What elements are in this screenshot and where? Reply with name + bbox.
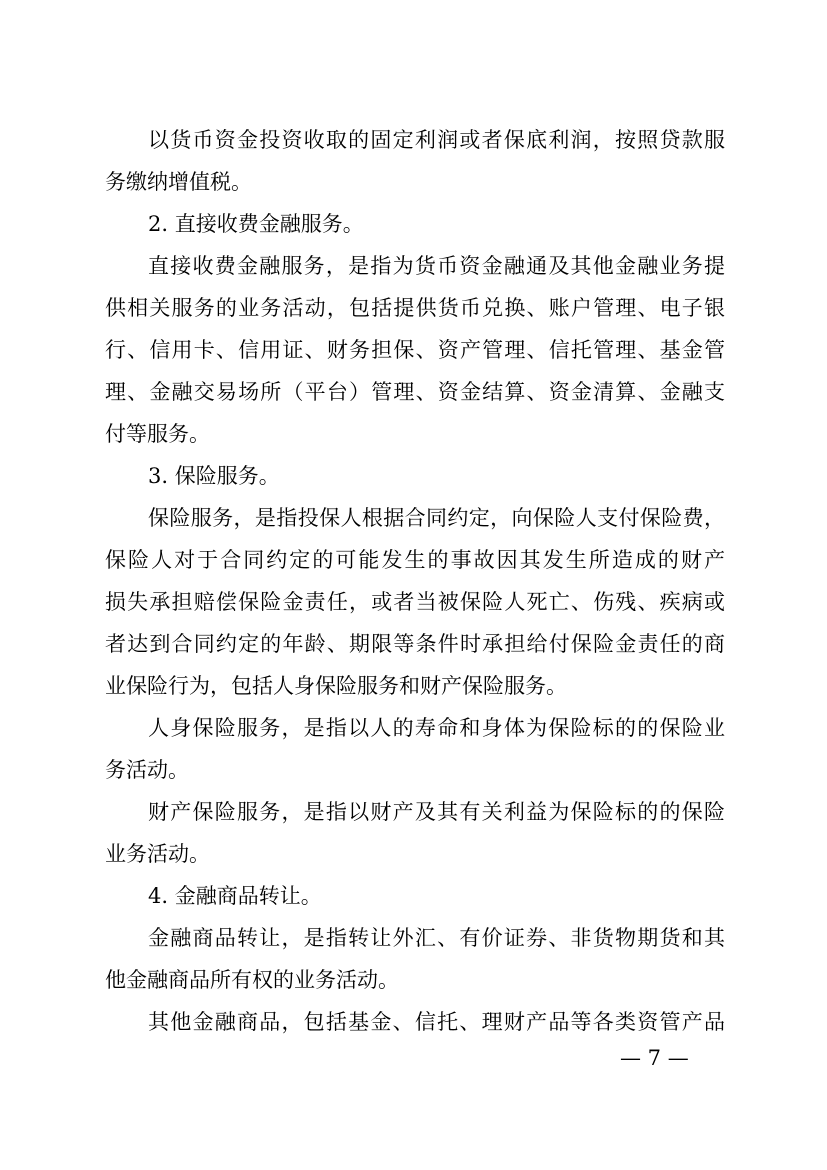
paragraph-line: 供相关服务的业务活动，包括提供货币兑换、账户管理、电子银 — [105, 296, 725, 320]
paragraph-line: 保险服务，是指投保人根据合同约定，向保险人支付保险费， — [148, 506, 725, 530]
paragraph-line: 者达到合同约定的年龄、期限等条件时承担给付保险金责任的商 — [105, 632, 725, 656]
page-number: — 7 — — [620, 1046, 689, 1070]
paragraph-line: 务活动。 — [105, 758, 189, 782]
paragraph-line: 财产保险服务，是指以财产及其有关利益为保险标的的保险 — [148, 800, 725, 824]
paragraph-line: 务缴纳增值税。 — [105, 170, 252, 194]
paragraph-line: 理、金融交易场所（平台）管理、资金结算、资金清算、金融支 — [105, 380, 725, 404]
paragraph-line: 行、信用卡、信用证、财务担保、资产管理、信托管理、基金管 — [105, 338, 725, 362]
paragraph-line: 其他金融商品，包括基金、信托、理财产品等各类资管产品 — [148, 1010, 725, 1034]
paragraph-line: 以货币资金投资收取的固定利润或者保底利润，按照贷款服 — [148, 128, 725, 152]
paragraph-line: 付等服务。 — [105, 422, 210, 446]
paragraph-line: 金融商品转让，是指转让外汇、有价证券、非货物期货和其 — [148, 926, 725, 950]
paragraph-line: 业务活动。 — [105, 842, 210, 866]
paragraph-line: 损失承担赔偿保险金责任，或者当被保险人死亡、伤残、疾病或 — [105, 590, 725, 614]
paragraph-line: 直接收费金融服务，是指为货币资金融通及其他金融业务提 — [148, 254, 725, 278]
section-heading: 3. 保险服务。 — [148, 464, 280, 488]
paragraph-line: 他金融商品所有权的业务活动。 — [105, 968, 399, 992]
paragraph-line: 人身保险服务，是指以人的寿命和身体为保险标的的保险业 — [148, 716, 725, 740]
paragraph-line: 保险人对于合同约定的可能发生的事故因其发生所造成的财产 — [105, 548, 725, 572]
paragraph-line: 业保险行为，包括人身保险服务和财产保险服务。 — [105, 674, 567, 698]
section-heading: 4. 金融商品转让。 — [148, 884, 322, 908]
section-heading: 2. 直接收费金融服务。 — [148, 212, 364, 236]
